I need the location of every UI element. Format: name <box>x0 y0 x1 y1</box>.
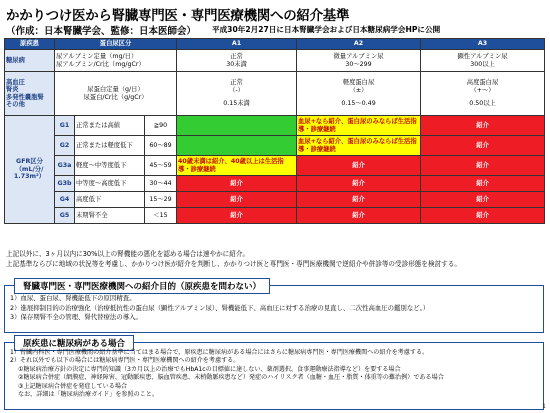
gfr-label-line: （mL/分/ <box>15 165 44 173</box>
grade-code: G2 <box>55 136 75 156</box>
gfr-label-line: 1.73m²） <box>13 173 46 181</box>
header-proteinuria: 蛋白尿区分 <box>55 39 177 50</box>
cell-g3b-a2: 紹介 <box>297 176 421 192</box>
other-disease-row <box>5 72 545 116</box>
grade-row-g5 <box>5 208 545 224</box>
diabetes-a2 <box>297 50 421 72</box>
cell-line: 微量アルブミン尿 <box>333 53 384 61</box>
diabetes-section-title: 原疾患に糖尿病がある場合 <box>14 335 134 351</box>
page-subtitle: （作成：日本腎臓学会、監修：日本医師会） <box>6 26 197 37</box>
diabetes-section-list <box>10 349 444 399</box>
list-item: ①糖尿病治療方針の決定に専門的知識（3カ月以上の治療でもHbA1cの目標値に達しない、薬剤選択、食事運動療法指導など）を要する場合 <box>18 365 401 373</box>
list-item: なお、詳細は「糖尿病治療ガイド」を参照のこと。 <box>18 391 158 399</box>
cell-g4-a3: 紹介 <box>421 192 545 208</box>
cell-line: 300以上 <box>470 60 495 68</box>
cell-line: 30未満 <box>226 60 247 68</box>
cell-g1-a1 <box>177 116 297 136</box>
other-disease-line: 腎炎 <box>6 86 19 94</box>
diabetes-label: 糖尿病 <box>5 50 55 72</box>
grade-range: ＜15 <box>145 208 177 224</box>
grade-code: G3b <box>55 176 75 192</box>
list-item: 2）それ以外でも以下の場合には糖尿病専門医・専門医療機関への紹介を考慮する。 <box>10 357 240 365</box>
grade-range: 30〜44 <box>145 176 177 192</box>
grade-desc: 高度低下 <box>75 192 145 208</box>
grade-code: G1 <box>55 116 75 136</box>
cell-line: 顕性アルブミン尿 <box>457 53 508 61</box>
table-notes <box>6 250 461 269</box>
referral-purpose-list <box>10 294 429 323</box>
cell-line: （-） <box>229 86 244 94</box>
grade-code: G5 <box>55 208 75 224</box>
referral-criteria-table <box>4 38 545 224</box>
cell-line: （+〜） <box>470 86 495 94</box>
table-header-row <box>5 39 545 50</box>
grade-row-g2 <box>5 136 545 156</box>
grade-code: G3a <box>55 156 75 176</box>
page-title: かかりつけ医から腎臓専門医・専門医療機関への紹介基準 <box>6 8 350 24</box>
grade-range: 15〜29 <box>145 192 177 208</box>
cell-g3a-a2: 紹介 <box>297 156 421 176</box>
header-a3: A3 <box>421 39 545 50</box>
diabetes-measure-line: 尿アルブミン定量（mg/日） <box>56 53 138 61</box>
cell-line: 高度蛋白尿 <box>466 79 499 87</box>
cell-g1-a3: 紹介 <box>421 116 545 136</box>
grade-range: ≧90 <box>145 116 177 136</box>
cell-g2-a1 <box>177 136 297 156</box>
other-measure-line: 尿蛋白定量（g/日） <box>87 86 144 94</box>
gfr-label-line: GFR区分 <box>16 158 43 166</box>
other-a3 <box>421 72 545 116</box>
grade-row-g4 <box>5 192 545 208</box>
cell-g3a-a3: 紹介 <box>421 156 545 176</box>
other-measure-line: 尿蛋白/Cr比（g/gCr） <box>83 93 148 101</box>
list-item: 2）進展抑制目的の治療強化（治療抵抗性の蛋白尿（顕性アルブミン尿）、腎機能低下、高血圧に対する治療の見直し、二次性高血圧の鑑別など。） <box>10 303 430 312</box>
note-line: 上記基準ならびに地域の状況等を考慮し、かかりつけ医が紹介を判断し、かかりつけ医と専門医・専門医療機関で逆紹介や併診等の受診形態を検討する。 <box>6 259 461 268</box>
cell-g4-a2: 紹介 <box>297 192 421 208</box>
grade-desc: 末期腎不全 <box>75 208 145 224</box>
diabetes-a3 <box>421 50 545 72</box>
cell-line: 正常 <box>230 53 243 61</box>
cell-g2-a3: 紹介 <box>421 136 545 156</box>
diabetes-measure-line: 尿アルブミン/Cr比（mg/gCr） <box>56 60 145 68</box>
grade-desc: 中等度〜高度低下 <box>75 176 145 192</box>
grade-desc: 軽度〜中等度低下 <box>75 156 145 176</box>
grade-range: 60〜89 <box>145 136 177 156</box>
other-a1 <box>177 72 297 116</box>
cell-line: 0.50以上 <box>469 100 496 108</box>
grade-row-g3a <box>5 156 545 176</box>
header-disease: 原疾患 <box>5 39 55 50</box>
grade-row-g1 <box>5 116 545 136</box>
cell-line: 30〜299 <box>345 60 372 68</box>
other-disease-line: 多発性嚢胞腎 <box>6 93 44 101</box>
other-a2 <box>297 72 421 116</box>
header-a2: A2 <box>297 39 421 50</box>
list-item: 1）腎臓内科医・専門医療機関の紹介基準に当てはまる場合で、原疾患に糖尿病がある場合にはさらに糖尿病専門医・専門医療機関への紹介を考慮する。 <box>10 349 429 356</box>
cell-line: 正常 <box>230 79 243 87</box>
list-item: 3）保存期腎不全の管理、腎代替療法の導入。 <box>10 313 142 322</box>
page-number: 1 <box>542 403 546 410</box>
grade-desc: 正常または高値 <box>75 116 145 136</box>
other-disease-line: その他 <box>6 100 25 108</box>
cell-g5-a3: 紹介 <box>421 208 545 224</box>
list-item: ②糖尿病合併症（網膜症、神経障害、冠動脈疾患、脳血管疾患、末梢動脈疾患など）発症のハイリスク者（血糖・血圧・脂質・体重等の難治例）である場合 <box>18 374 444 382</box>
grade-range: 45〜59 <box>145 156 177 176</box>
cell-line: 軽度蛋白尿 <box>342 79 375 87</box>
cell-g3a-a1: 40歳未満は紹介、40歳以上は生活指導・診療継続 <box>177 156 297 176</box>
cell-line: 0.15〜0.49 <box>341 100 376 108</box>
diabetes-row <box>5 50 545 72</box>
list-item: 1）血尿、蛋白尿、腎機能低下の原因精査。 <box>10 294 136 302</box>
diabetes-a1 <box>177 50 297 72</box>
other-measure <box>55 72 177 116</box>
cell-line: （±） <box>349 86 368 94</box>
cell-g1-a2: 血尿+なら紹介、蛋白尿のみならば生活指導・診療継続 <box>297 116 421 136</box>
cell-g5-a2: 紹介 <box>297 208 421 224</box>
cell-g4-a1: 紹介 <box>177 192 297 208</box>
other-disease-label <box>5 72 55 116</box>
gfr-label <box>5 116 55 224</box>
other-disease-line: 高血圧 <box>6 78 25 86</box>
referral-purpose-title: 腎臓専門医・専門医療機関への紹介目的（原疾患を問わない） <box>14 278 270 294</box>
cell-g2-a2: 血尿+なら紹介、蛋白尿のみならば生活指導・診療継続 <box>297 136 421 156</box>
grade-desc: 正常または軽度低下 <box>75 136 145 156</box>
cell-line: 0.15未満 <box>223 100 250 108</box>
grade-row-g3b <box>5 176 545 192</box>
publication-note: 平成30年2月27日に日本腎臓学会および日本糖尿病学会HPに公開 <box>212 25 441 34</box>
cell-g5-a1: 紹介 <box>177 208 297 224</box>
header-a1: A1 <box>177 39 297 50</box>
diabetes-measure <box>55 50 177 72</box>
cell-g3b-a3: 紹介 <box>421 176 545 192</box>
list-item: ③上記糖尿病合併症を発症している場合 <box>18 382 128 390</box>
cell-g3b-a1: 紹介 <box>177 176 297 192</box>
grade-code: G4 <box>55 192 75 208</box>
note-line: 上記以外に、3ヶ月以内に30%以上の腎機能の悪化を認める場合は速やかに紹介。 <box>6 250 250 258</box>
